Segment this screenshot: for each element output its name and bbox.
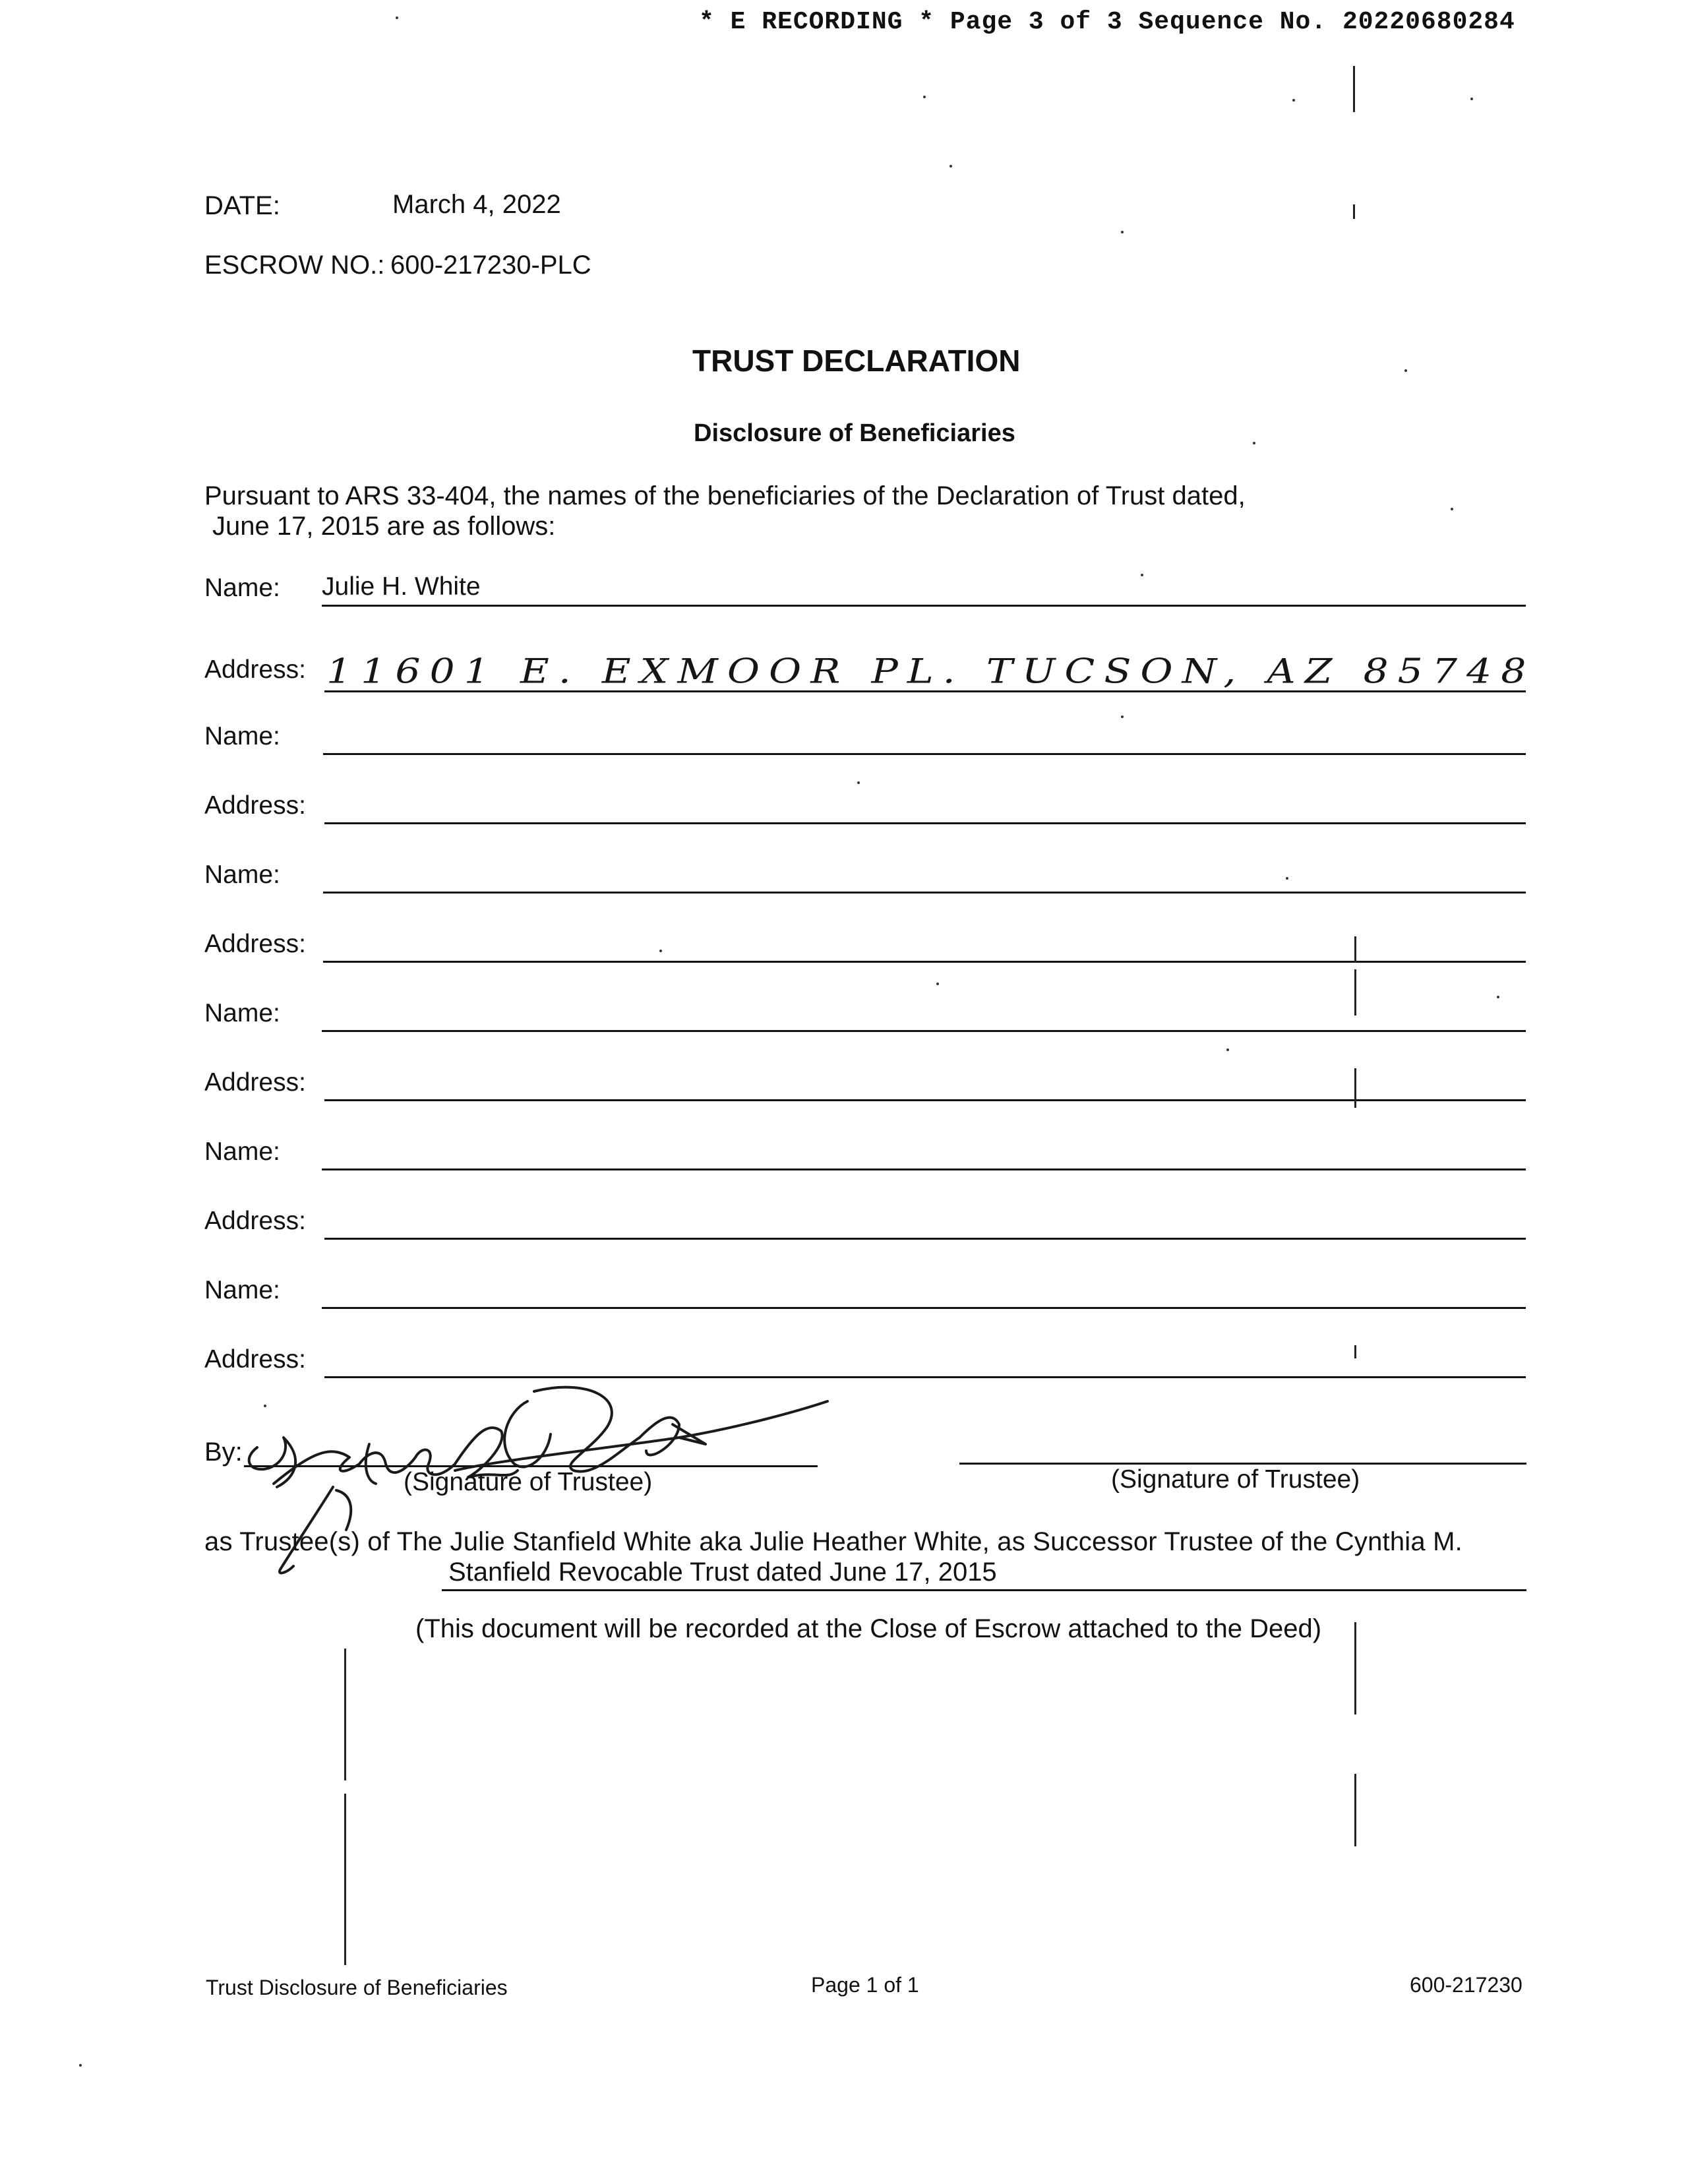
scan-mark [344,1794,346,1965]
address-line [323,961,1526,963]
name-line [323,892,1526,894]
name-label: Name: [204,1138,280,1166]
scan-speck [950,165,952,167]
intro-line-1: Pursuant to ARS 33-404, the names of the beneficiaries of the Declaration of Trust dated, [204,481,1246,510]
name-label: Name: [204,861,280,889]
recording-note: (This document will be recorded at the Close of Escrow attached to the Deed) [415,1614,1322,1643]
scan-mark [1354,1345,1356,1358]
intro-line-2: June 17, 2015 are as follows: [212,512,556,541]
address-label: Address: [204,930,306,958]
address-line [324,822,1526,824]
address-label: Address: [204,1207,306,1235]
escrow-label: ESCROW NO.: [204,251,385,280]
scan-speck [79,2064,82,2067]
signature-caption-left: (Signature of Trustee) [404,1468,653,1496]
signature-line-right [959,1463,1526,1465]
signature-caption-right: (Signature of Trustee) [1111,1465,1360,1494]
name-line [322,1030,1526,1032]
footer-escrow-number: 600-217230 [1410,1973,1522,1997]
scan-speck [659,950,662,952]
beneficiary-1-address-handwritten: 11601 E. EXMOOR PL. TUCSON, AZ 85748 [326,652,1536,691]
by-label: By: [204,1438,243,1467]
address-label: Address: [204,1068,306,1097]
beneficiary-6-name-row [204,1269,1526,1309]
name-line [322,1168,1526,1170]
scan-speck [396,16,398,19]
beneficiary-1-address-row [204,640,1536,692]
name-label: Name: [204,999,280,1027]
footer-page-number: Page 1 of 1 [811,1973,919,1997]
name-label: Name: [204,574,280,602]
document-title: TRUST DECLARATION [692,344,1021,378]
trustee-statement-line-2: Stanfield Revocable Trust dated June 17, 2015 [448,1558,997,1587]
trustee-statement-line-1: as Trustee(s) of The Julie Stanfield White aka Julie Heather White, as Successor Trustee of the Cynthia M. [204,1527,1462,1556]
beneficiary-3-name-row [204,854,1526,894]
name-line [322,605,1526,607]
address-label: Address: [204,655,306,684]
scan-speck [923,96,926,98]
scan-mark [1354,969,1356,1016]
scan-speck [1141,574,1143,576]
beneficiary-2-name-row [204,715,1526,755]
name-line [323,753,1526,755]
scan-speck [1497,996,1499,998]
address-label: Address: [204,1345,306,1374]
address-line [324,1099,1526,1101]
name-label: Name: [204,1276,280,1304]
scan-speck [857,781,860,784]
address-label: Address: [204,791,306,820]
beneficiary-3-address-row [204,923,1526,963]
beneficiary-4-name-row [204,992,1526,1032]
scan-speck [1470,98,1473,100]
scan-speck [1292,99,1295,102]
scan-speck [936,983,939,985]
scan-speck [1253,442,1255,444]
beneficiary-1-name: Julie H. White [322,572,481,601]
name-label: Name: [204,722,280,750]
scan-speck [1121,715,1124,718]
scan-speck [1451,508,1453,510]
scan-mark [1354,936,1356,963]
scan-speck [1404,369,1407,372]
date-value: March 4, 2022 [392,190,561,219]
escrow-value: 600-217230-PLC [390,251,591,280]
scan-mark [1353,66,1355,112]
name-line [322,1307,1526,1309]
scan-mark [1354,1068,1356,1108]
recording-header: * E RECORDING * Page 3 of 3 Sequence No. 20220680284 [699,8,1515,36]
scan-mark [1354,1774,1356,1846]
date-label: DATE: [204,191,280,220]
scan-speck [1286,877,1288,880]
address-line [324,1238,1526,1240]
document-subtitle: Disclosure of Beneficiaries [694,419,1015,447]
scan-speck [264,1405,266,1407]
address-line [324,690,1526,692]
beneficiary-5-name-row [204,1131,1526,1170]
scan-mark [344,1649,346,1780]
beneficiary-2-address-row [204,785,1526,824]
beneficiary-1-name-row [204,567,1526,607]
scan-speck [1226,1048,1229,1051]
trustee-statement-underline [442,1589,1526,1591]
footer-document-name: Trust Disclosure of Beneficiaries [206,1976,508,1999]
scan-mark [1354,1622,1356,1714]
scan-speck [1121,231,1124,233]
beneficiary-4-address-row [204,1062,1526,1101]
beneficiary-5-address-row [204,1200,1526,1240]
scan-mark [1353,204,1355,219]
